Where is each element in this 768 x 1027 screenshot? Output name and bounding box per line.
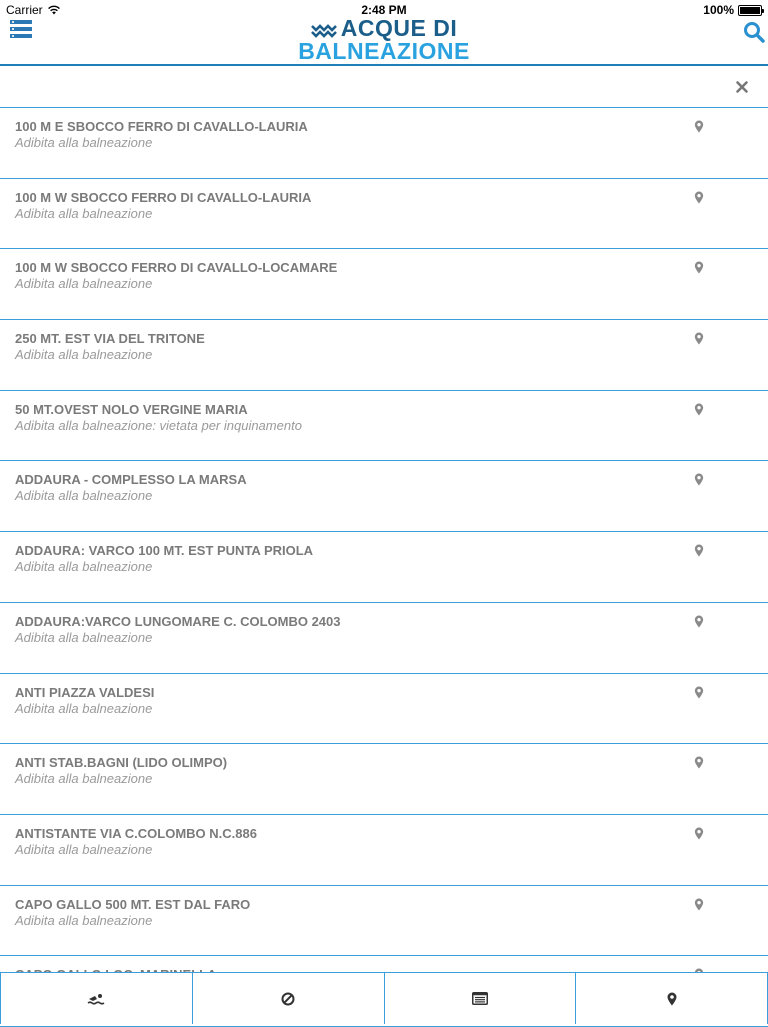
tab-list[interactable]: [384, 973, 576, 1024]
map-pin-icon[interactable]: [694, 756, 704, 769]
site-name: 100 M E SBOCCO FERRO DI CAVALLO-LAURIA: [15, 119, 308, 134]
list-item[interactable]: [0, 815, 768, 886]
map-pin-icon[interactable]: [694, 332, 704, 345]
site-name: 50 MT.OVEST NOLO VERGINE MARIA: [15, 401, 248, 417]
site-name: ANTISTANTE VIA C.COLOMBO N.C.886: [15, 825, 257, 841]
list-item[interactable]: [0, 674, 768, 745]
logo-line2: BALNEAZIONE: [298, 37, 470, 64]
close-icon: [736, 81, 748, 93]
map-pin-icon: [667, 992, 677, 1006]
list-item[interactable]: [0, 461, 768, 532]
site-name: CAPO GALLO 500 MT. EST DAL FARO: [15, 896, 251, 912]
logo-top-row: [311, 17, 457, 40]
site-status: Adibita alla balneazione: [15, 347, 153, 363]
site-status: Adibita alla balneazione: [15, 488, 153, 504]
swimmer-icon: [87, 992, 105, 1006]
search-button[interactable]: [743, 21, 765, 43]
site-name: ADDAURA:VARCO LUNGOMARE C. COLOMBO 2403: [15, 613, 341, 629]
map-pin-icon[interactable]: [694, 827, 704, 840]
logo-line1: ACQUE DI: [340, 15, 458, 41]
map-pin-icon[interactable]: [694, 615, 704, 628]
battery-indicator: [703, 3, 762, 17]
site-status: Adibita alla balneazione: [15, 135, 153, 150]
tab-bar: [0, 972, 768, 1024]
list-item[interactable]: [0, 744, 768, 815]
nav-bar: [0, 15, 768, 66]
carrier-label: Carrier: [6, 3, 43, 17]
list-item[interactable]: [0, 179, 768, 250]
map-pin-icon[interactable]: [694, 403, 704, 416]
site-status: Adibita alla balneazione: [15, 276, 153, 292]
prohibited-icon: [281, 992, 295, 1006]
list-item[interactable]: [0, 391, 768, 462]
map-pin-icon[interactable]: [694, 544, 704, 557]
list-item[interactable]: [0, 886, 768, 957]
list-item[interactable]: [0, 320, 768, 391]
site-status: Adibita alla balneazione: [15, 559, 153, 575]
search-icon: [743, 21, 765, 43]
site-name: 250 MT. EST VIA DEL TRITONE: [15, 331, 205, 347]
battery-percent: 100%: [703, 3, 734, 17]
site-status: Adibita alla balneazione: [15, 771, 153, 787]
site-name: ANTI STAB.BAGNI (LIDO OLIMPO): [15, 755, 228, 771]
site-status: Adibita alla balneazione: vietata per inquinamento: [15, 417, 302, 433]
tab-prohibited[interactable]: [192, 973, 384, 1024]
site-status: Adibita alla balneazione: [15, 629, 153, 645]
app-logo: [0, 17, 768, 63]
site-name: 100 M W SBOCCO FERRO DI CAVALLO-LOCAMARE: [15, 260, 338, 276]
clear-filter-button[interactable]: [736, 80, 750, 94]
site-status: Adibita alla balneazione: [15, 205, 153, 221]
battery-icon: [738, 5, 762, 16]
list-item[interactable]: [0, 249, 768, 320]
map-pin-icon[interactable]: [694, 686, 704, 699]
tab-map[interactable]: [575, 973, 768, 1024]
map-pin-icon[interactable]: [694, 191, 704, 204]
map-pin-icon[interactable]: [694, 261, 704, 274]
filter-bar: [0, 67, 768, 108]
map-pin-icon[interactable]: [694, 120, 704, 133]
map-pin-icon[interactable]: [694, 898, 704, 911]
bathing-sites-list: [0, 108, 768, 972]
site-name: ANTI PIAZZA VALDESI: [15, 684, 155, 700]
list-card-icon: [472, 992, 488, 1005]
site-status: Adibita alla balneazione: [15, 700, 153, 716]
tab-bathing[interactable]: [0, 973, 192, 1024]
waves-icon: [311, 21, 339, 37]
site-status: Adibita alla balneazione: [15, 912, 153, 928]
site-name: ADDAURA - COMPLESSO LA MARSA: [15, 472, 247, 488]
list-item[interactable]: [0, 108, 768, 179]
list-item[interactable]: [0, 603, 768, 674]
site-status: Adibita alla balneazione: [15, 841, 153, 857]
site-name: 100 M W SBOCCO FERRO DI CAVALLO-LAURIA: [15, 189, 312, 205]
site-name: ADDAURA: VARCO 100 MT. EST PUNTA PRIOLA: [15, 543, 314, 559]
clock: 2:48 PM: [361, 3, 407, 17]
list-item[interactable]: [0, 532, 768, 603]
map-pin-icon[interactable]: [694, 473, 704, 486]
